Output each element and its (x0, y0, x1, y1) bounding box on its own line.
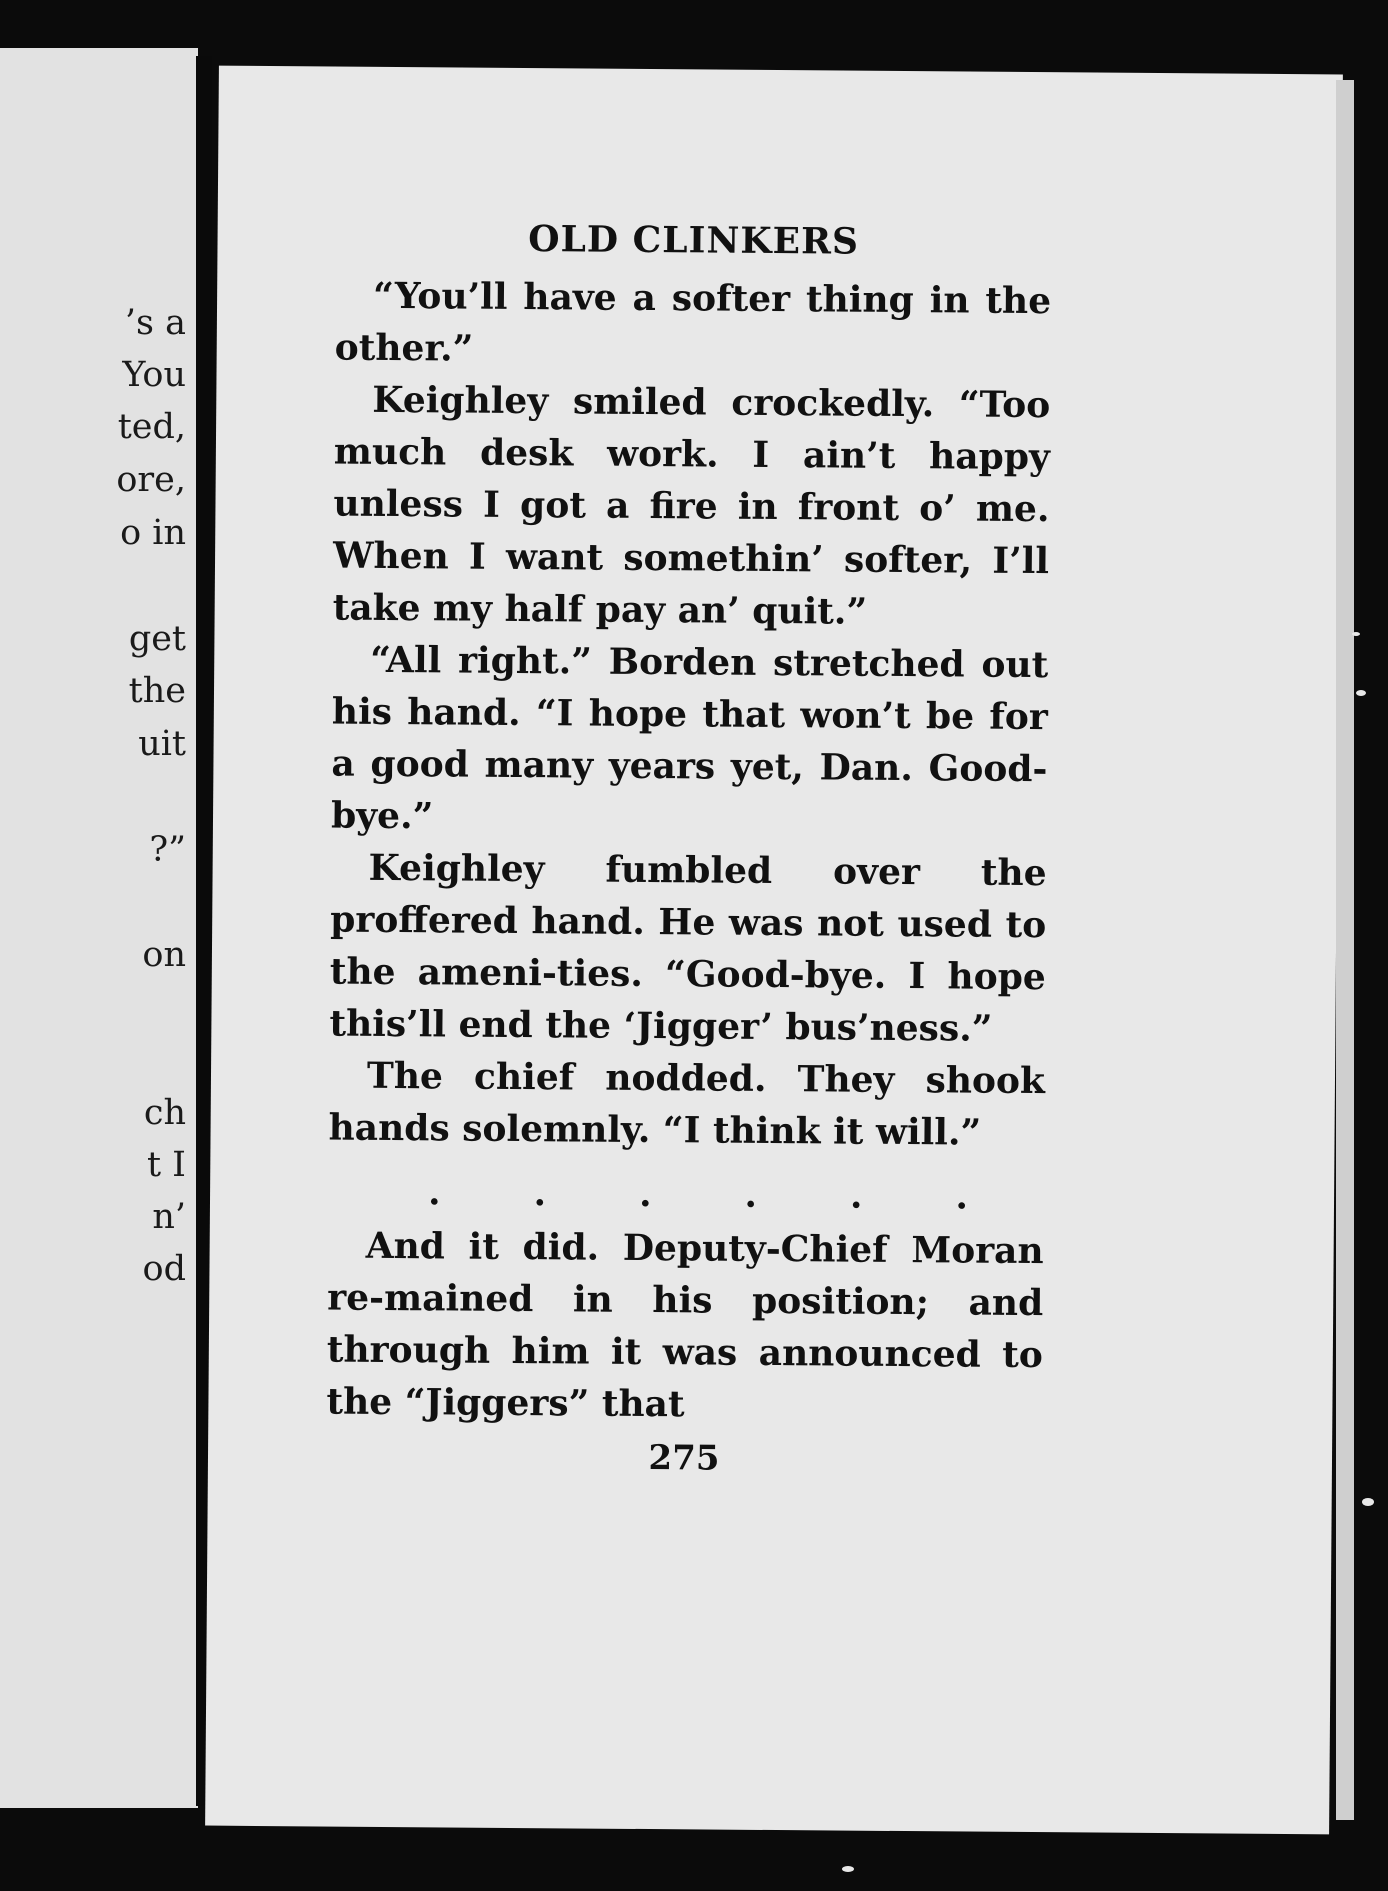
paragraph: “You’ll have a softer thing in the other.” (334, 275, 1052, 370)
page-edge (1336, 80, 1354, 1820)
scan-speck (1352, 632, 1360, 636)
paragraph: The chief nodded. They shook hands solemnly. “I think it will.” (328, 1054, 1046, 1154)
section-break (428, 1172, 968, 1216)
left-page-fragment: od (142, 1249, 186, 1289)
paragraph: “All right.” Borden stretched out his hand. “I hope that won’t be for a good many years yet, Dan. Good-bye.” (330, 639, 1049, 838)
left-page-fragment: the (128, 671, 186, 711)
section-break-dot: . (638, 1173, 652, 1216)
section-break-dot: . (427, 1171, 441, 1214)
left-page (0, 48, 198, 1808)
scan-border (1354, 0, 1388, 1891)
scan-speck (842, 1866, 854, 1872)
left-page-fragment: uit (138, 724, 186, 764)
right-page (205, 66, 1343, 1835)
left-page-fragment: n’ (152, 1197, 186, 1237)
page-text-block (326, 217, 1052, 1482)
left-page-fragment: ?” (149, 830, 186, 870)
page-number: 275 (648, 1438, 720, 1479)
left-page-fragment: t I (146, 1145, 186, 1185)
left-page-fragment: ore, (116, 460, 186, 500)
left-page-fragment: o in (120, 513, 186, 553)
left-page-fragment: ted, (117, 407, 186, 447)
paragraph: Keighley smiled crockedly. “Too much desk work. I ain’t happy unless I got a fire in front o’ me. When I want somethin’ softer, I’ll take my half pay an’ quit.” (332, 379, 1051, 633)
scan-speck (1362, 1498, 1374, 1506)
section-break-dot: . (849, 1174, 863, 1217)
scan-speck (1356, 690, 1366, 696)
paragraph: Keighley fumbled over the proffered hand. He was not used to the ameni-ties. “Good-bye. I hope this’ll end the ‘Jigger’ bus’ness.” (329, 847, 1047, 1050)
left-page-fragment: on (142, 935, 186, 975)
section-break-dot: . (744, 1173, 758, 1217)
running-head: OLD CLINKERS (528, 218, 860, 263)
closing-paragraph: And it did. Deputy-Chief Moran re-mained in his position; and through him it was announced to the “Jiggers” that (326, 1224, 1044, 1426)
left-page-fragment: ch (143, 1093, 186, 1133)
left-page-fragment: get (128, 619, 186, 659)
section-break-dot: . (533, 1172, 547, 1215)
section-break-dot: . (955, 1175, 969, 1218)
left-page-fragment: ’s a (124, 303, 186, 343)
left-page-fragment: You (122, 355, 186, 395)
